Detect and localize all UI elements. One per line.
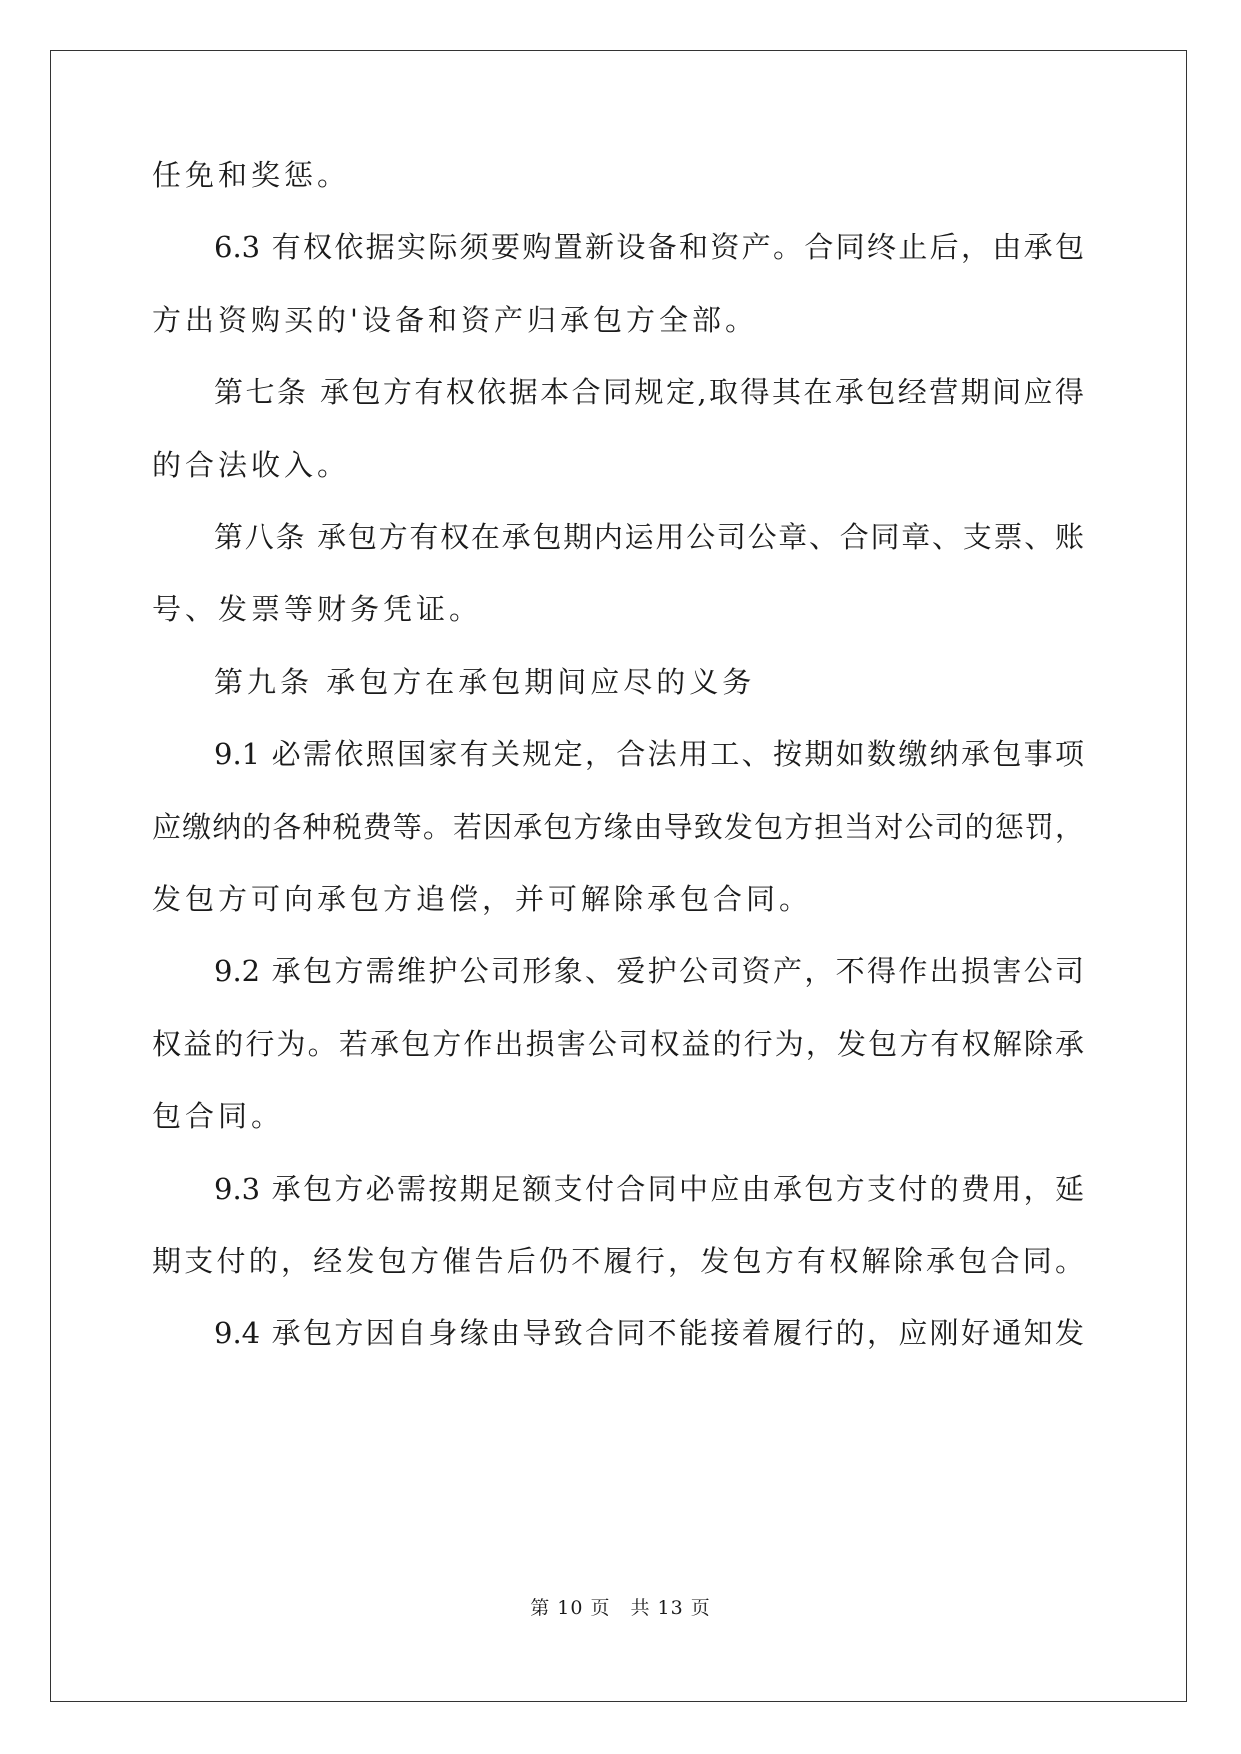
text-line: 号、发票等财务凭证。 [152, 592, 483, 626]
text-line: 9.2 承包方需维护公司形象、爱护公司资产，不得作出损害公司 [214, 954, 1084, 988]
text-line: 方出资购买的'设备和资产归承包方全部。 [152, 303, 758, 337]
text-line: 第七条 承包方有权依据本合同规定,取得其在承包经营期间应得 [214, 375, 1084, 409]
text-line: 期支付的，经发包方催告后仍不履行，发包方有权解除承包合同。 [152, 1244, 1084, 1278]
text-line: 任免和奖惩。 [152, 158, 351, 192]
text-line: 第八条 承包方有权在承包期内运用公司公章、合同章、支票、账 [214, 520, 1084, 554]
text-line: 应缴纳的各种税费等。若因承包方缘由导致发包方担当对公司的惩罚， [152, 810, 1084, 844]
text-line: 6.3 有权依据实际须要购置新设备和资产。合同终止后，由承包 [214, 230, 1084, 264]
text-line: 9.3 承包方必需按期足额支付合同中应由承包方支付的费用，延 [214, 1172, 1084, 1206]
text-line: 9.1 必需依照国家有关规定，合法用工、按期如数缴纳承包事项 [214, 737, 1084, 771]
page-footer: 第 10 页 共 13 页 [530, 1597, 711, 1619]
page-border [50, 50, 1187, 1702]
text-line: 第九条 承包方在承包期间应尽的义务 [214, 665, 756, 699]
text-line: 发包方可向承包方追偿，并可解除承包合同。 [152, 882, 813, 916]
text-line: 的合法收入。 [152, 448, 351, 482]
text-line: 9.4 承包方因自身缘由导致合同不能接着履行的，应刚好通知发 [214, 1316, 1084, 1350]
text-line: 权益的行为。若承包方作出损害公司权益的行为，发包方有权解除承 [152, 1027, 1084, 1061]
text-line: 包合同。 [152, 1099, 285, 1133]
